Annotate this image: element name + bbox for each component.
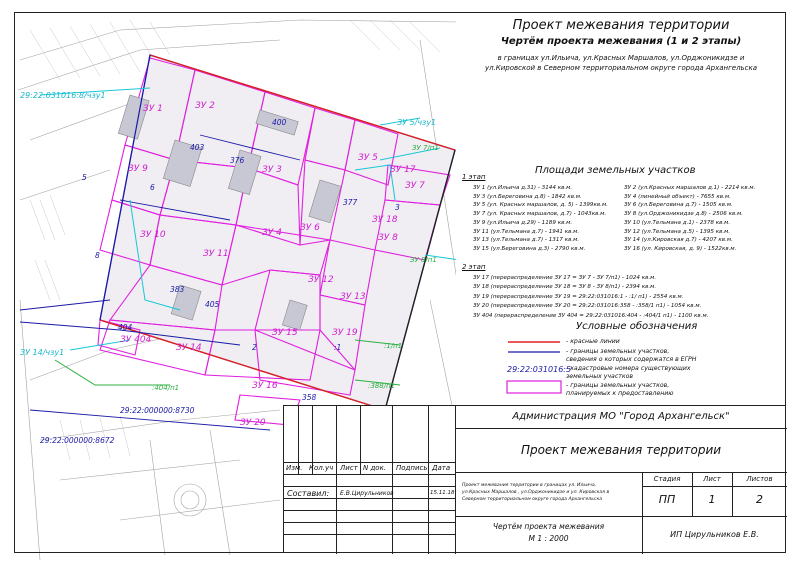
drawing-subtitle: Чертём проекта межевания (1 и 2 этапы)	[500, 36, 742, 47]
parcel-area-item: ЗУ 12 (ул.Тельмана д.5) - 1395 кв.м.	[624, 228, 731, 235]
stage-label: Стадия	[653, 475, 681, 483]
sheets-value: 2	[756, 493, 763, 506]
project-title: Проект межевания территории	[512, 18, 730, 33]
parcel-area-item: ЗУ 16 (ул. Кировская, д. 9) - 1522кв.м.	[624, 245, 737, 252]
stage-value: ПП	[658, 493, 676, 506]
num-label: 358	[302, 393, 317, 402]
parcel-area-item: ЗУ 404 (перераспределение ЗУ 404 = 29:22:031016:404 - :404/1 п1) - 1100 кв.м.	[473, 312, 709, 319]
tb-desc-line: Северном территориальном округе города Архангельска	[462, 497, 603, 502]
tb-header: Дата	[432, 464, 451, 472]
cad-label: ЗУ 8/п1	[410, 256, 437, 264]
num-label: 5	[82, 173, 87, 182]
parcel-area-item: ЗУ 9 (ул.Ильича д.29) - 1189 кв.м.	[473, 219, 573, 226]
parcel-area-item: ЗУ 14 (ул.Кировская д.7) - 4207 кв.м.	[624, 237, 733, 244]
parcel-label: ЗУ 19	[332, 328, 358, 338]
parcel-area-item: ЗУ 18 (перераспределение ЗУ 18 = ЗУ 8 - ЗУ 8/п1) - 2394 кв.м.	[473, 284, 657, 291]
conv-cad	[566, 365, 691, 381]
stage2-label: 2 этап	[462, 263, 486, 271]
parcel-label: ЗУ 3	[262, 165, 282, 175]
conv-cad-line: - кадастровые номера существующих	[566, 365, 691, 372]
cad-label: :404/п1	[152, 384, 180, 392]
num-label: 377	[343, 198, 358, 207]
conv-magenta	[566, 382, 673, 398]
cad-label: ЗУ 7/п1	[412, 144, 439, 152]
parcel-area-item: ЗУ 4 (линейный объект) - 7655 кв.м.	[624, 193, 731, 200]
num-label: 8	[95, 251, 100, 260]
conv-cad-line: земельных участков	[566, 373, 634, 380]
parcel-label: ЗУ 14	[176, 343, 202, 353]
parcel-areas-title: Площади земельных участков	[535, 165, 696, 176]
parcel-label: ЗУ 4	[262, 228, 282, 238]
sheet-label: Лист	[703, 475, 721, 483]
drawing-name: Чертём проекта межевания	[492, 522, 605, 531]
num-label: 404	[118, 323, 133, 332]
stage2-list	[473, 274, 708, 321]
parcel-area-item: ЗУ 7 (ул. Красных маршалов, д.7) - 1043кв.м.	[473, 211, 607, 218]
title-area	[458, 18, 784, 73]
title-description	[458, 53, 784, 73]
org-name: Администрация МО "Город Архангельск"	[512, 411, 730, 422]
num-label: 376	[230, 156, 245, 165]
author-name: ИП Цирульников Е.В.	[670, 530, 759, 539]
tb-desc-line: Проект межевания территории в границах ул. Ильича,	[462, 483, 597, 488]
parcel-label: ЗУ 8	[378, 233, 398, 243]
num-label: 6	[150, 183, 155, 192]
parcel-label: ЗУ 18	[372, 215, 398, 225]
parcel-area-item: ЗУ 10 (ул.Тельмана д.1) - 2378 кв.м.	[624, 219, 731, 226]
num-label: 383	[170, 285, 185, 294]
sheet-value: 1	[708, 493, 716, 506]
desc-line: ул.Кировской в Северном территориальном округе города Архангельска	[484, 64, 758, 72]
tb-header: Лист	[340, 464, 358, 472]
cad-label: 29:22:000000:8730	[120, 406, 195, 415]
parcel-area-item: ЗУ 20 (перераспределение ЗУ 20 = 29:22:031016:358 - :358/1 п1) - 1054 кв.м.	[473, 303, 702, 310]
composed-name: Е.В.Цирульников	[340, 490, 394, 497]
parcel-label: ЗУ 12	[308, 275, 334, 285]
tb-header: Изм.	[286, 464, 303, 472]
cad-label: ЗУ 14/чзу1	[20, 348, 65, 357]
cad-label: 29:22:000000:8672	[40, 436, 115, 445]
parcel-area-item: ЗУ 6 (ул.Береговина д.7) - 1505 кв.м.	[624, 202, 733, 209]
parcel-area-item: ЗУ 11 (ул.Тельмана д.7) - 1941 кв.м.	[473, 228, 580, 235]
parcel-label: ЗУ 1	[143, 104, 163, 114]
cad-label: 29:22:031016:8/чзу1	[20, 91, 106, 100]
tb-header: Подпись	[396, 464, 428, 472]
num-label: 403	[190, 143, 205, 152]
conv-blue-line: - границы земельных участков,	[566, 348, 670, 355]
conv-magenta-line: - границы земельных участков,	[566, 382, 670, 389]
tb-desc-line: ул.Красных Маршалов , ул.Орджоникидзе и ул. Кировская в	[462, 490, 610, 495]
conv-blue	[566, 348, 696, 364]
num-label: 3	[395, 203, 400, 212]
drawing-scale: М 1 : 2000	[528, 534, 569, 543]
parcel-label: ЗУ 16	[252, 381, 278, 391]
parcel-label: ЗУ 7	[405, 181, 425, 191]
conv-magenta-line: планируемых к предоставлению	[566, 390, 674, 397]
parcel-label: ЗУ 20	[240, 418, 266, 428]
project-description	[462, 482, 640, 503]
parcel-area-item: ЗУ 13 (ул.Тельмана д.7) - 1317 кв.м.	[473, 237, 580, 244]
parcel-label: ЗУ 404	[120, 335, 152, 345]
cad-label: :1/п1	[384, 342, 403, 350]
parcel-area-item: ЗУ 5 (ул. Красных маршалов, д. 5) - 1399кв.м.	[473, 202, 608, 209]
tb-header: N док.	[363, 464, 387, 472]
parcel-label: ЗУ 10	[140, 230, 166, 240]
parcel-area-item: ЗУ 17 (перераспределение ЗУ 17 = ЗУ 7 - ЗУ 7/п1) - 1024 кв.м.	[473, 275, 657, 281]
parcel-label: ЗУ 17	[390, 165, 416, 175]
num-label: 2	[252, 343, 257, 352]
project-name: Проект межевания территории	[520, 443, 722, 457]
parcel-area-item: ЗУ 3 (ул.Береговина д.8) - 1842 кв.м.	[473, 193, 582, 200]
stage1-left-list	[473, 184, 608, 254]
conv-blue-line: сведения о которых содержатся в ЕГРН	[566, 356, 697, 363]
parcel-label: ЗУ 13	[340, 292, 366, 302]
parcel-label: ЗУ 2	[195, 101, 215, 111]
stage1-right-list	[624, 184, 755, 254]
tb-header: Кол.уч	[309, 464, 334, 472]
composed-label: Составил:	[287, 489, 330, 498]
composed-date: 15.11.18	[430, 490, 455, 496]
desc-line: в границах ул.Ильича, ул.Красных Маршалов, ул.Орджоникидзе и	[497, 54, 745, 62]
cad-label: :388/п1	[368, 382, 396, 390]
conv-cad-number: 29:22:031016:5	[507, 365, 572, 374]
parcel-area-item: ЗУ 15 (ул.Береговина д.3) - 2790 кв.м.	[473, 245, 586, 252]
sheets-label: Листов	[746, 475, 773, 483]
parcel-area-item: ЗУ 8 (ул.Орджоникидзе д.8) - 2506 кв.м.	[624, 211, 744, 218]
parcel-label: ЗУ 9	[128, 164, 148, 174]
num-label: 400	[272, 118, 287, 127]
conventions-title: Условные обозначения	[576, 321, 698, 332]
cad-label: ЗУ 5/чзу1	[397, 118, 437, 127]
conv-red: - красные линии	[566, 338, 620, 345]
parcel-label: ЗУ 5	[358, 153, 378, 163]
parcel-label: ЗУ 6	[300, 223, 320, 233]
parcel-label: ЗУ 15	[272, 328, 298, 338]
parcel-area-item: ЗУ 1 (ул.Ильича д.31) - 3144 кв.м.	[473, 185, 573, 191]
num-label: 405	[205, 300, 220, 309]
num-label: :1	[334, 343, 342, 352]
title-block	[283, 405, 786, 553]
parcel-area-item: ЗУ 19 (перераспределение ЗУ 19 = 29:22:031016:1 - :1/ п1) - 2554 кв.м.	[473, 293, 684, 300]
parcel-area-item: ЗУ 2 (ул.Красных маршалов д.1) - 2214 кв.м.	[624, 185, 756, 191]
stage1-label: 1 этап	[462, 173, 486, 181]
parcel-label: ЗУ 11	[203, 249, 229, 259]
